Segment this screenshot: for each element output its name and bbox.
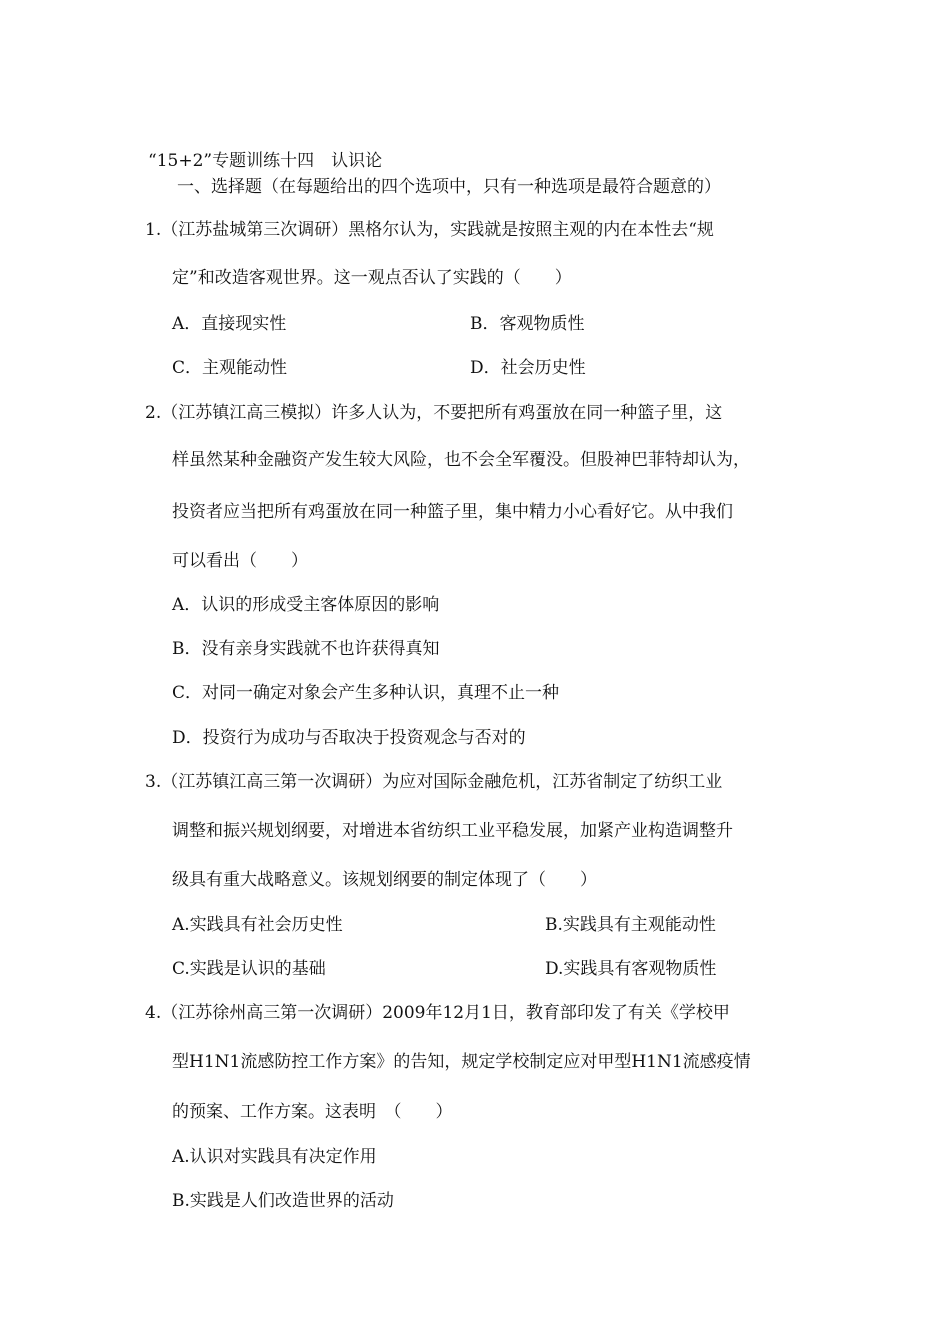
document-title: “15+2”专题训练十四 认识论	[148, 151, 383, 171]
question-3-line-1: 3.（江苏镇江高三第一次调研）为应对国际金融危机，江苏省制定了纺织工业	[145, 772, 723, 792]
question-1-option-b: B．客观物质性	[470, 314, 585, 334]
question-2-option-b: B．没有亲身实践就不也许获得真知	[172, 639, 440, 659]
question-3-line-2: 调整和振兴规划纲要，对增进本省纺织工业平稳发展，加紧产业构造调整升	[172, 821, 733, 841]
question-4-option-b: B.实践是人们改造世界的活动	[172, 1191, 394, 1211]
question-4-line-1: 4.（江苏徐州高三第一次调研）2009年12月1日，教育部印发了有关《学校甲	[145, 1003, 730, 1023]
question-3-option-a: A.实践具有社会历史性	[172, 915, 343, 935]
question-2-line-2: 样虽然某种金融资产发生较大风险，也不会全军覆没。但股神巴菲特却认为，	[172, 450, 750, 470]
question-3-option-b: B.实践具有主观能动性	[545, 915, 716, 935]
question-4-line-3: 的预案、工作方案。这表明 （ ）	[172, 1102, 453, 1122]
section-heading: 一、选择题（在每题给出的四个选项中，只有一种选项是最符合题意的）	[177, 177, 721, 197]
question-3-option-d: D.实践具有客观物质性	[545, 959, 717, 979]
question-2-option-a: A．认识的形成受主客体原因的影响	[172, 595, 440, 615]
question-3-option-c: C.实践是认识的基础	[172, 959, 326, 979]
question-1-line-1: 1.（江苏盐城第三次调研）黑格尔认为，实践就是按照主观的内在本性去“规	[145, 220, 714, 240]
question-2-line-1: 2.（江苏镇江高三模拟）许多人认为，不要把所有鸡蛋放在同一种篮子里，这	[145, 403, 723, 423]
question-1-option-c: C．主观能动性	[172, 358, 288, 378]
question-4-line-2: 型H1N1流感防控工作方案》的告知，规定学校制定应对甲型H1N1流感疫情	[172, 1052, 751, 1072]
question-2-line-4: 可以看出（ ）	[172, 551, 308, 571]
question-2-option-d: D．投资行为成功与否取决于投资观念与否对的	[172, 728, 526, 748]
question-1-line-2: 定”和改造客观世界。这一观点否认了实践的（ ）	[172, 268, 572, 288]
question-2-option-c: C．对同一确定对象会产生多种认识，真理不止一种	[172, 683, 560, 703]
question-1-option-a: A．直接现实性	[172, 314, 287, 334]
question-3-line-3: 级具有重大战略意义。该规划纲要的制定体现了（ ）	[172, 870, 597, 890]
question-4-option-a: A.认识对实践具有决定作用	[172, 1147, 377, 1167]
question-2-line-3: 投资者应当把所有鸡蛋放在同一种篮子里，集中精力小心看好它。从中我们	[172, 502, 733, 522]
question-1-option-d: D．社会历史性	[470, 358, 586, 378]
